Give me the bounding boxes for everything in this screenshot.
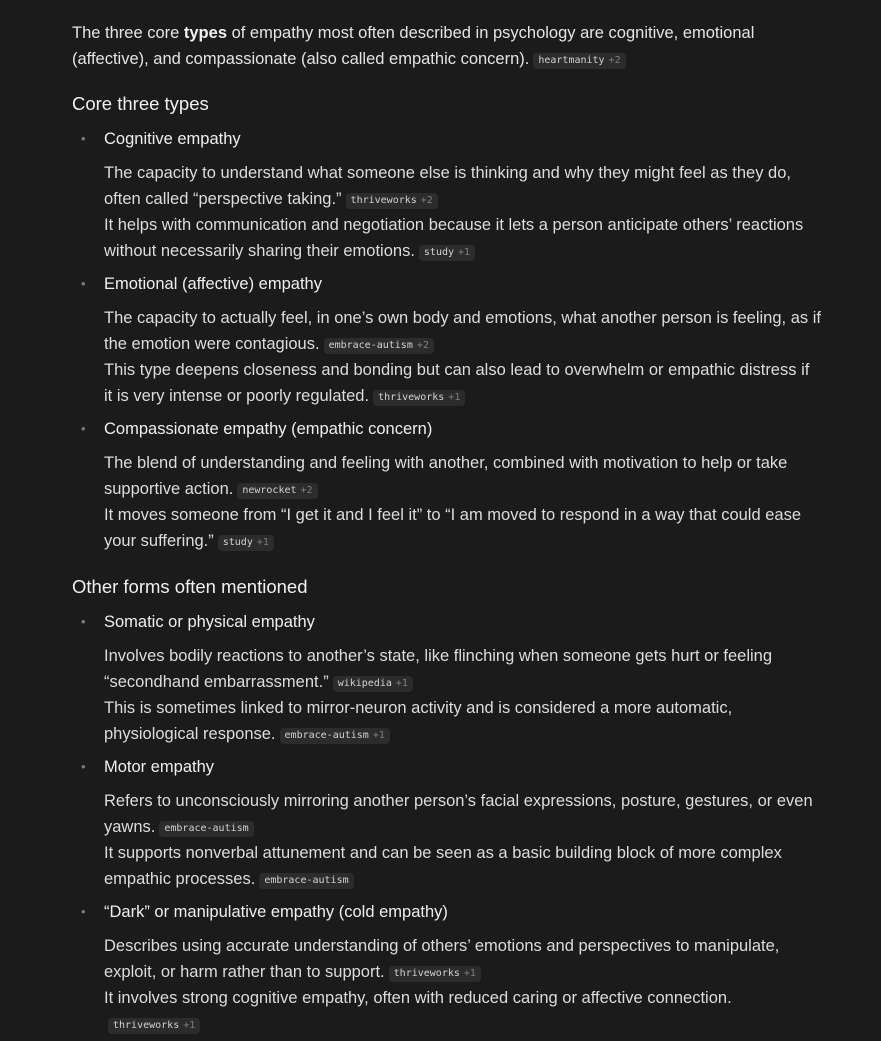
sentence-text: The capacity to actually feel, in one’s own body and emotions, what another person is feeling, as if the emotion were contagious. bbox=[104, 309, 821, 353]
bullet-icon: • bbox=[81, 131, 86, 146]
item-title: “Dark” or manipulative empathy (cold empathy) bbox=[104, 903, 448, 921]
sentence-text: This is sometimes linked to mirror-neuron activity and is considered a more automatic, physiological response. bbox=[104, 699, 733, 743]
list-item-motor-empathy bbox=[72, 754, 821, 892]
intro-text-pre: The three core bbox=[72, 24, 184, 42]
citation-count: +1 bbox=[448, 392, 461, 403]
item-body bbox=[104, 160, 821, 264]
citation-chip[interactable] bbox=[419, 245, 475, 261]
bullet-icon: • bbox=[81, 421, 86, 436]
list-item-cognitive-empathy bbox=[72, 126, 821, 264]
bullet-icon: • bbox=[81, 759, 86, 774]
citation-source: embrace-autism bbox=[328, 340, 413, 351]
core-types-list bbox=[72, 126, 821, 554]
sentence-text: The blend of understanding and feeling with another, combined with motivation to help or take supportive action. bbox=[104, 454, 788, 498]
citation-chip[interactable] bbox=[389, 966, 481, 982]
citation-source: thriveworks bbox=[393, 968, 460, 979]
item-body bbox=[104, 305, 821, 409]
sentence-text: This type deepens closeness and bonding but can also lead to overwhelm or empathic distress if it is very intense or poorly regulated. bbox=[104, 361, 810, 405]
citation-source: newrocket bbox=[242, 485, 297, 496]
sentence-text: It involves strong cognitive empathy, often with reduced caring or affective connection. bbox=[104, 989, 732, 1007]
list-item-compassionate-empathy bbox=[72, 416, 821, 554]
item-title: Emotional (affective) empathy bbox=[104, 275, 322, 293]
list-item-dark-empathy bbox=[72, 899, 821, 1037]
citation-chip[interactable] bbox=[159, 821, 253, 837]
citation-chip[interactable] bbox=[324, 338, 434, 354]
sentence-text: Involves bodily reactions to another’s state, like flinching when someone gets hurt or feeling “secondhand embarrassment.” bbox=[104, 647, 773, 691]
citation-count: +2 bbox=[416, 340, 429, 351]
list-item-somatic-empathy bbox=[72, 609, 821, 747]
section-heading-other-forms: Other forms often mentioned bbox=[72, 576, 308, 597]
citation-count: +1 bbox=[372, 730, 385, 741]
sentence-text: Describes using accurate understanding of others’ emotions and perspectives to manipulate, exploit, or harm rather than to support. bbox=[104, 937, 780, 981]
item-body bbox=[104, 643, 821, 747]
citation-count: +1 bbox=[463, 968, 476, 979]
sentence-text: It helps with communication and negotiation because it lets a person anticipate others’ reactions without necessarily sharing their emotions. bbox=[104, 216, 804, 260]
citation-chip[interactable] bbox=[237, 483, 317, 499]
item-body bbox=[104, 788, 821, 892]
citation-count: +1 bbox=[458, 247, 471, 258]
item-title: Motor empathy bbox=[104, 758, 215, 776]
citation-count: +2 bbox=[608, 55, 621, 66]
intro-text-post: of empathy most often described in psychology are cognitive, emotional (affective), and compassionate (also called empathic concern). bbox=[72, 24, 755, 68]
citation-source: study bbox=[222, 537, 253, 548]
other-forms-list bbox=[72, 609, 821, 1037]
citation-chip[interactable] bbox=[280, 728, 390, 744]
bullet-icon: • bbox=[81, 614, 86, 629]
citation-source: embrace-autism bbox=[284, 730, 369, 741]
citation-source: wikipedia bbox=[337, 678, 392, 689]
citation-chip[interactable] bbox=[218, 535, 274, 551]
citation-chip[interactable] bbox=[533, 53, 625, 69]
citation-count: +2 bbox=[420, 195, 433, 206]
item-body bbox=[104, 450, 821, 554]
intro-text-bold: types bbox=[183, 24, 227, 42]
section-heading-core-types: Core three types bbox=[72, 93, 209, 114]
citation-chip[interactable] bbox=[373, 390, 465, 406]
citation-source: heartmanity bbox=[538, 55, 605, 66]
citation-chip[interactable] bbox=[259, 873, 353, 889]
citation-chip[interactable] bbox=[333, 676, 413, 692]
bullet-icon: • bbox=[81, 904, 86, 919]
citation-source: embrace-autism bbox=[164, 823, 249, 834]
sentence-text: It supports nonverbal attunement and can be seen as a basic building block of more complex empathic processes. bbox=[104, 844, 782, 888]
citation-chip[interactable] bbox=[346, 193, 438, 209]
citation-source: embrace-autism bbox=[264, 875, 349, 886]
citation-source: thriveworks bbox=[350, 195, 417, 206]
item-title: Cognitive empathy bbox=[104, 130, 241, 148]
bullet-icon: • bbox=[81, 276, 86, 291]
citation-count: +1 bbox=[395, 678, 408, 689]
citation-source: thriveworks bbox=[378, 392, 445, 403]
citation-chip[interactable] bbox=[108, 1018, 200, 1034]
intro-paragraph bbox=[72, 20, 821, 72]
list-item-emotional-empathy bbox=[72, 271, 821, 409]
item-title: Compassionate empathy (empathic concern) bbox=[104, 420, 433, 438]
citation-count: +2 bbox=[300, 485, 313, 496]
sentence-text: The capacity to understand what someone else is thinking and why they might feel as they do, often called “perspective taking.” bbox=[104, 164, 791, 208]
citation-source: thriveworks bbox=[113, 1020, 180, 1031]
sentence-text: Refers to unconsciously mirroring another person’s facial expressions, posture, gestures, or even yawns. bbox=[104, 792, 813, 836]
item-body bbox=[104, 933, 821, 1037]
item-title: Somatic or physical empathy bbox=[104, 613, 315, 631]
sentence-text: It moves someone from “I get it and I feel it” to “I am moved to respond in a way that could ease your suffering.” bbox=[104, 506, 802, 550]
citation-count: +1 bbox=[256, 537, 269, 548]
citation-count: +1 bbox=[183, 1020, 196, 1031]
citation-source: study bbox=[423, 247, 455, 258]
